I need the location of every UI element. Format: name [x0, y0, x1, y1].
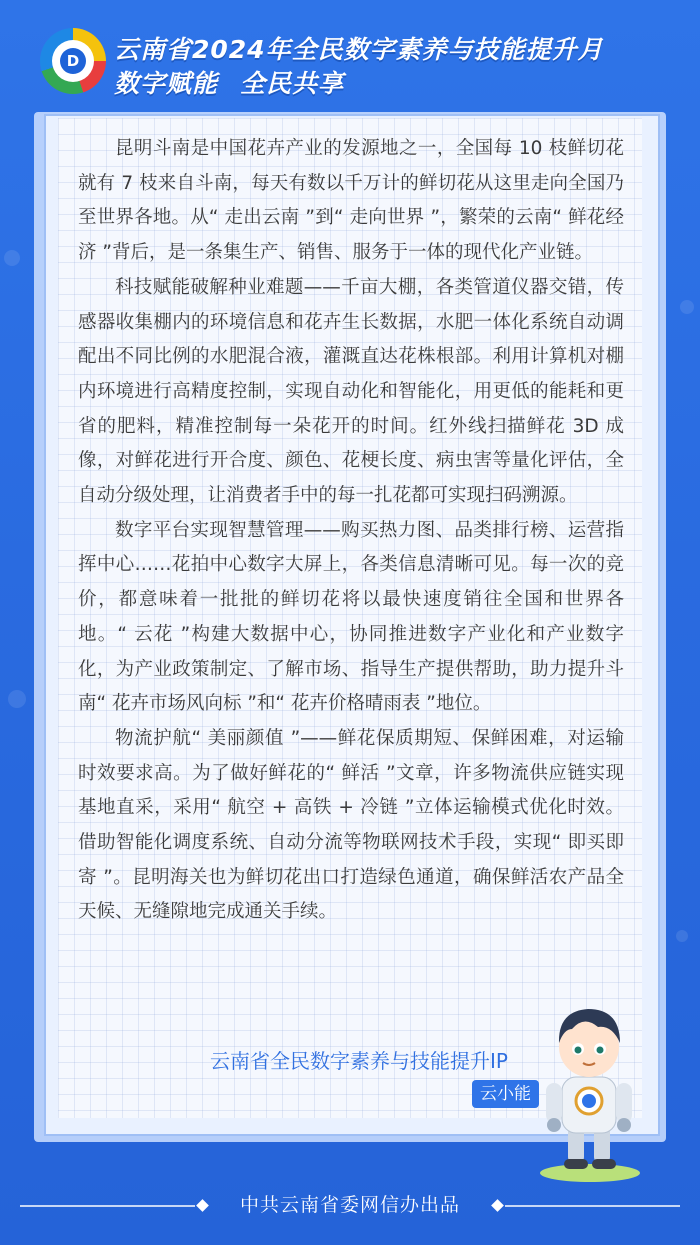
- decor-dot: [676, 930, 688, 942]
- decor-dot: [8, 690, 26, 708]
- ip-caption: 云南省全民数字素养与技能提升IP: [210, 1049, 508, 1073]
- decor-dot: [680, 300, 694, 314]
- article-paragraph: 昆明斗南是中国花卉产业的发源地之一，全国每 10 枝鲜切花就有 7 枝来自斗南，每天有数以千万计的鲜切花从这里走向全国乃至世界各地。从“ 走出云南 ”到“ 走向世界 ”，繁荣的云南“ 鲜花经济 ”背后，是一条集生产、销售、服务于一体的现代化产业链。: [78, 138, 624, 264]
- article-paragraph: 物流护航“ 美丽颜值 ”——鲜花保质期短、保鲜困难，对运输时效要求高。为了做好鲜花的“ 鲜活 ”文章，许多物流供应链实现基地直采，采用“ 航空 + 高铁 + 冷链 ”立体运输模式优化时效。借助智能化调度系统、自动分流等物联网技术手段，实现“ 即买即寄 ”。昆明海关也为鲜切花出口打造绿色通道，确保鲜活农产品全天候、无缝隙地完成通关手续。: [78, 727, 624, 923]
- mascot-name-badge: 云小能: [472, 1080, 539, 1108]
- footer-credit: 中共云南省委网信办出品: [239, 1194, 460, 1216]
- article-paragraph: 科技赋能破解种业难题——千亩大棚，各类管道仪器交错，传感器收集棚内的环境信息和花卉生长数据，水肥一体化系统自动调配出不同比例的水肥混合液，灌溉直达花株根部。利用计算机对棚内环境进行高精度控制，实现自动化和智能化，用更低的能耗和更省的肥料，精准控制每一朵花开的时间。红外线扫描鲜花 3D 成像，对鲜花进行开合度、颜色、花梗长度、病虫害等量化评估，全自动分级处理，让消费者手中的每一扎花都可实现扫码溯源。: [78, 276, 624, 507]
- subtitle-part-1: 数字赋能: [114, 69, 219, 98]
- article-paragraph: 数字平台实现智慧管理——购买热力图、品类排行榜、运营指挥中心……花拍中心数字大屏上，各类信息清晰可见。每一次的竞价，都意味着一批批的鲜切花将以最快速度销往全国和世界各地。“ 云花 ”构建大数据中心，协同推进数字产业化和产业数字化，为产业政策制定、了解市场、指导生产提供帮助，助力提升斗南“ 花卉市场风向标 ”和“ 花卉价格晴雨表 ”地位。: [78, 519, 624, 715]
- page-title: 云南省2024年全民数字素养与技能提升月: [114, 35, 604, 64]
- page-subtitle: [114, 64, 344, 100]
- footer-rule-right: [505, 1205, 680, 1207]
- header: [0, 0, 700, 112]
- subtitle-part-2: 全民共享: [240, 69, 345, 98]
- article-body: [78, 132, 624, 930]
- logo-icon: [40, 28, 106, 94]
- mascot-illustration: [528, 985, 648, 1185]
- decor-dot: [4, 250, 20, 266]
- logo-letter: D: [60, 48, 86, 74]
